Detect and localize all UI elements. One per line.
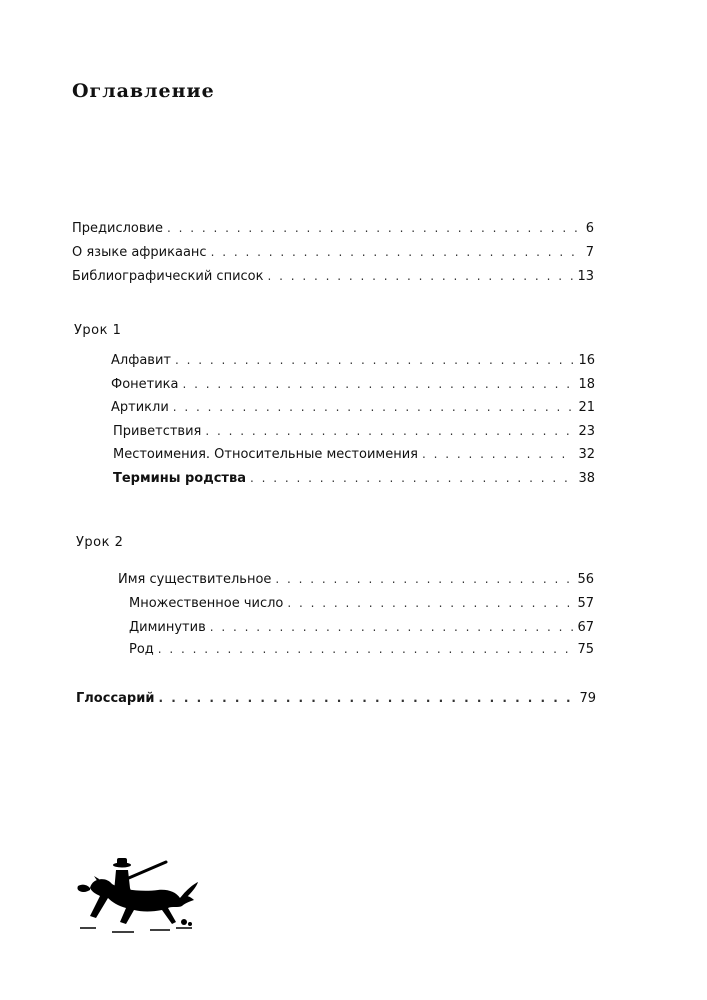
toc-entry-page: 16: [578, 353, 595, 368]
toc-entry-label: Имя существительное: [118, 572, 272, 587]
toc-leader-dots: [205, 423, 574, 439]
toc-entry-plural[interactable]: [129, 595, 594, 612]
toc-leader-dots: [250, 470, 574, 486]
toc-leader-dots: [158, 641, 574, 657]
toc-entry-page: 79: [579, 691, 596, 706]
toc-leader-dots: [210, 619, 574, 635]
toc-entry-label: Множественное число: [129, 596, 284, 611]
toc-entry-label: Предисловие: [72, 221, 163, 236]
toc-entry-page: 6: [585, 221, 594, 236]
toc-leader-dots: [287, 595, 573, 611]
toc-entry-label: Род: [129, 642, 154, 657]
toc-entry-label: Местоимения. Относительные местоимения: [113, 447, 418, 462]
lesson2-heading: Урок 2: [76, 535, 124, 550]
toc-entry-bibliography[interactable]: [72, 268, 594, 285]
toc-entry-gender[interactable]: [129, 641, 594, 658]
toc-entry-page: 32: [578, 447, 595, 462]
toc-entry-preface[interactable]: [72, 220, 594, 237]
toc-leader-dots: [167, 220, 582, 236]
toc-entry-kinship-terms[interactable]: [113, 470, 595, 487]
toc-entry-label: О языке африкаанс: [72, 245, 207, 260]
toc-entry-label: Артикли: [111, 400, 169, 415]
toc-entry-label: Алфавит: [111, 353, 171, 368]
toc-entry-label: Диминутив: [129, 620, 206, 635]
toc-entry-greetings[interactable]: [113, 423, 595, 440]
toc-entry-page: 57: [577, 596, 594, 611]
toc-leader-dots: [211, 244, 582, 260]
toc-entry-page: 56: [577, 572, 594, 587]
toc-entry-about-language[interactable]: [72, 244, 594, 261]
toc-entry-page: 7: [585, 245, 594, 260]
toc-entry-page: 38: [578, 471, 595, 486]
toc-entry-label: Приветствия: [113, 424, 202, 439]
toc-leader-dots: [267, 268, 573, 284]
toc-entry-label: Глоссарий: [76, 691, 155, 706]
toc-entry-phonetics[interactable]: [111, 376, 595, 393]
toc-entry-page: 67: [577, 620, 594, 635]
toc-leader-dots: [158, 690, 575, 706]
toc-leader-dots: [182, 376, 574, 392]
toc-entry-diminutive[interactable]: [129, 619, 594, 636]
toc-leader-dots: [422, 446, 574, 462]
toc-entry-glossary[interactable]: [76, 690, 596, 707]
lesson1-heading: Урок 1: [74, 323, 122, 338]
toc-entry-page: 75: [577, 642, 594, 657]
horse-rider-icon: [72, 848, 202, 942]
toc-leader-dots: [175, 352, 574, 368]
toc-entry-label: Термины родства: [113, 471, 246, 486]
toc-entry-page: 21: [578, 400, 595, 415]
toc-entry-articles[interactable]: [111, 399, 595, 416]
toc-leader-dots: [275, 571, 573, 587]
toc-entry-page: 18: [578, 377, 595, 392]
toc-entry-label: Библиографический список: [72, 269, 264, 284]
page-title: Оглавление: [72, 80, 215, 102]
toc-entry-noun[interactable]: [118, 571, 594, 588]
toc-leader-dots: [173, 399, 575, 415]
toc-entry-page: 13: [577, 269, 594, 284]
toc-entry-pronouns[interactable]: [113, 446, 595, 463]
toc-entry-page: 23: [578, 424, 595, 439]
toc-entry-alphabet[interactable]: [111, 352, 595, 369]
toc-entry-label: Фонетика: [111, 377, 179, 392]
